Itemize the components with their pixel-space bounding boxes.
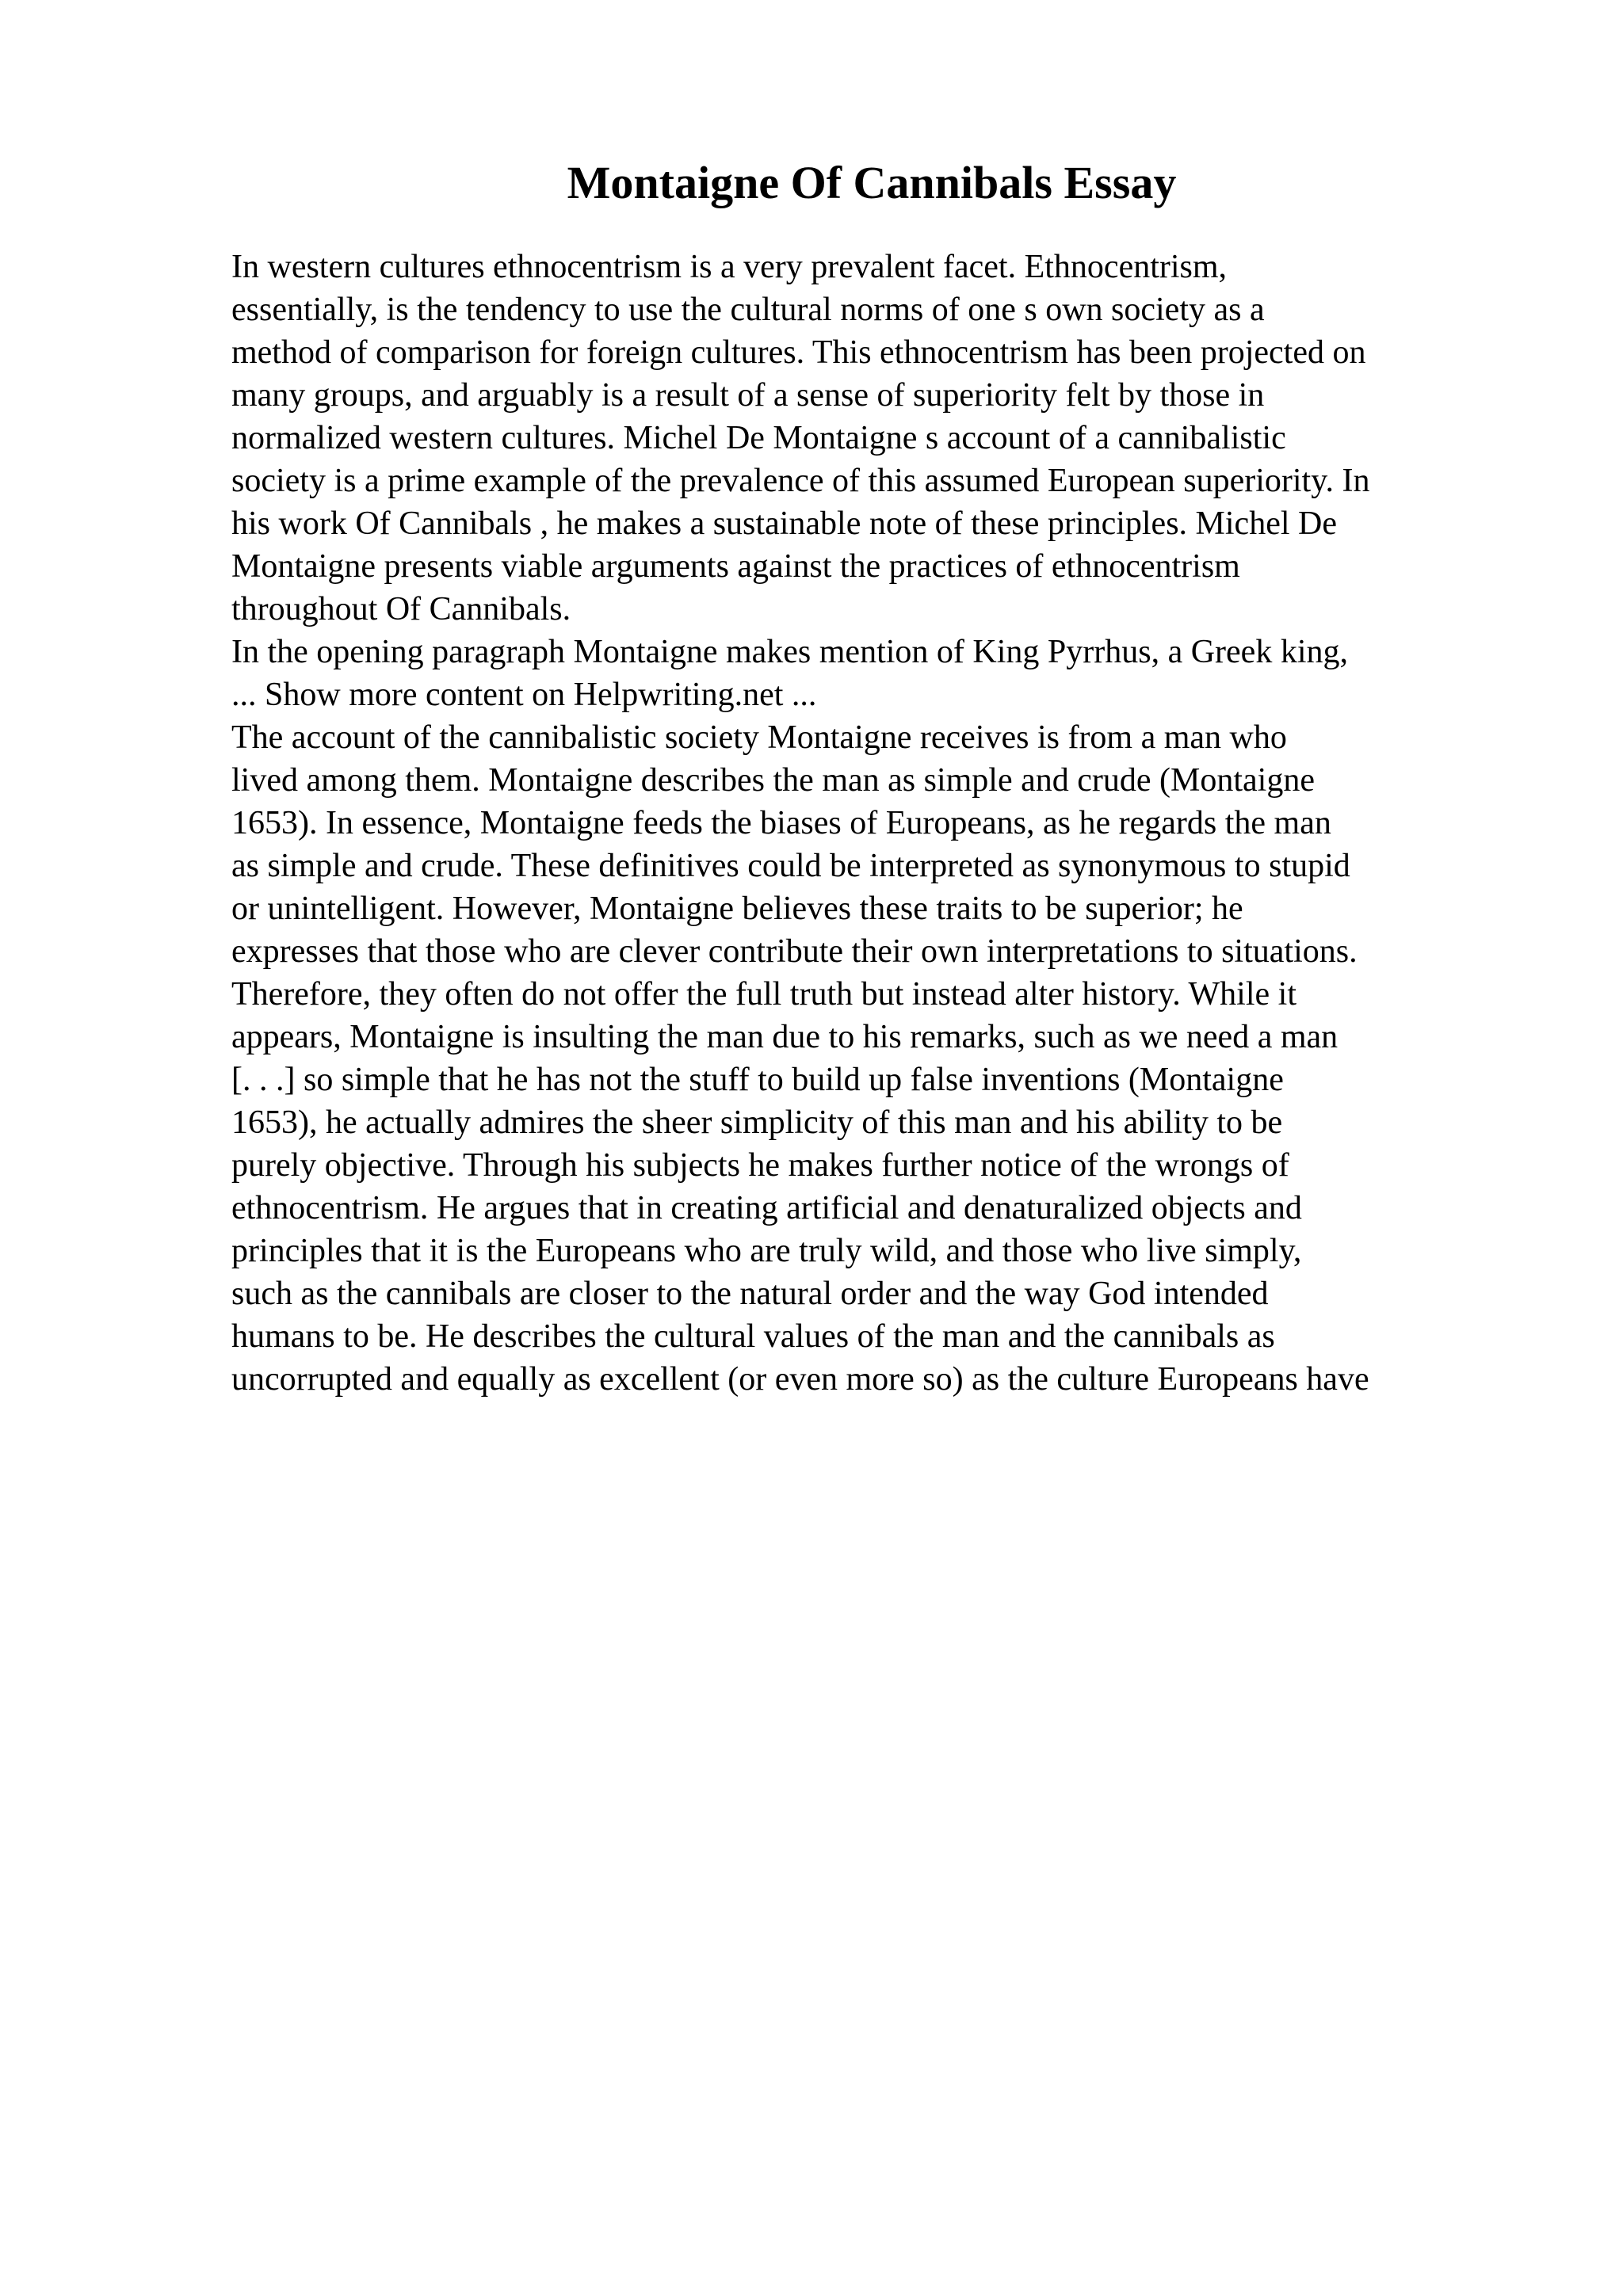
show-more-link[interactable]: ... Show more content on Helpwriting.net ... (231, 677, 817, 713)
essay-line: ethnocentrism. He argues that in creating artificial and denaturalized objects and (231, 1190, 1302, 1226)
essay-line: In the opening paragraph Montaigne makes mention of King Pyrrhus, a Greek king, (231, 634, 1348, 670)
essay-line: such as the cannibals are closer to the natural order and the way God intended (231, 1276, 1269, 1312)
essay-line: throughout Of Cannibals. (231, 591, 571, 627)
essay-line: principles that it is the Europeans who are truly wild, and those who live simply, (231, 1233, 1302, 1269)
essay-line: method of comparison for foreign cultures. This ethnocentrism has been projected on (231, 334, 1366, 371)
essay-line: society is a prime example of the prevalence of this assumed European superiority. In (231, 463, 1370, 499)
essay-line: 1653). In essence, Montaigne feeds the biases of Europeans, as he regards the man (231, 805, 1331, 841)
essay-line: expresses that those who are clever contribute their own interpretations to situations. (231, 933, 1358, 970)
essay-line: purely objective. Through his subjects he makes further notice of the wrongs of (231, 1147, 1289, 1184)
essay-line: many groups, and arguably is a result of a sense of superiority felt by those in (231, 377, 1265, 414)
essay-line: normalized western cultures. Michel De Montaigne s account of a cannibalistic (231, 420, 1286, 456)
essay-line: appears, Montaigne is insulting the man due to his remarks, such as we need a man (231, 1019, 1338, 1055)
essay-line: Therefore, they often do not offer the full truth but instead alter history. While it (231, 976, 1296, 1013)
essay-line: essentially, is the tendency to use the cultural norms of one s own society as a (231, 292, 1265, 328)
essay-line: In western cultures ethnocentrism is a very prevalent facet. Ethnocentrism, (231, 249, 1228, 285)
essay-line: or unintelligent. However, Montaigne believes these traits to be superior; he (231, 891, 1243, 927)
essay-line: humans to be. He describes the cultural values of the man and the cannibals as (231, 1318, 1275, 1355)
essay-line: [. . .] so simple that he has not the stuff to build up false inventions (Montaigne (231, 1062, 1284, 1098)
essay-body (231, 246, 1499, 1401)
document-title: Montaigne Of Cannibals Essay (567, 157, 1177, 208)
essay-line: uncorrupted and equally as excellent (or even more so) as the culture Europeans have (231, 1361, 1369, 1398)
essay-line: The account of the cannibalistic society Montaigne receives is from a man who (231, 719, 1287, 756)
essay-line: as simple and crude. These definitives could be interpreted as synonymous to stupid (231, 848, 1350, 884)
essay-line: his work Of Cannibals , he makes a sustainable note of these principles. Michel De (231, 505, 1337, 542)
essay-line: 1653), he actually admires the sheer simplicity of this man and his ability to be (231, 1104, 1283, 1141)
essay-line: lived among them. Montaigne describes the man as simple and crude (Montaigne (231, 762, 1315, 799)
essay-line: Montaigne presents viable arguments against the practices of ethnocentrism (231, 548, 1240, 585)
